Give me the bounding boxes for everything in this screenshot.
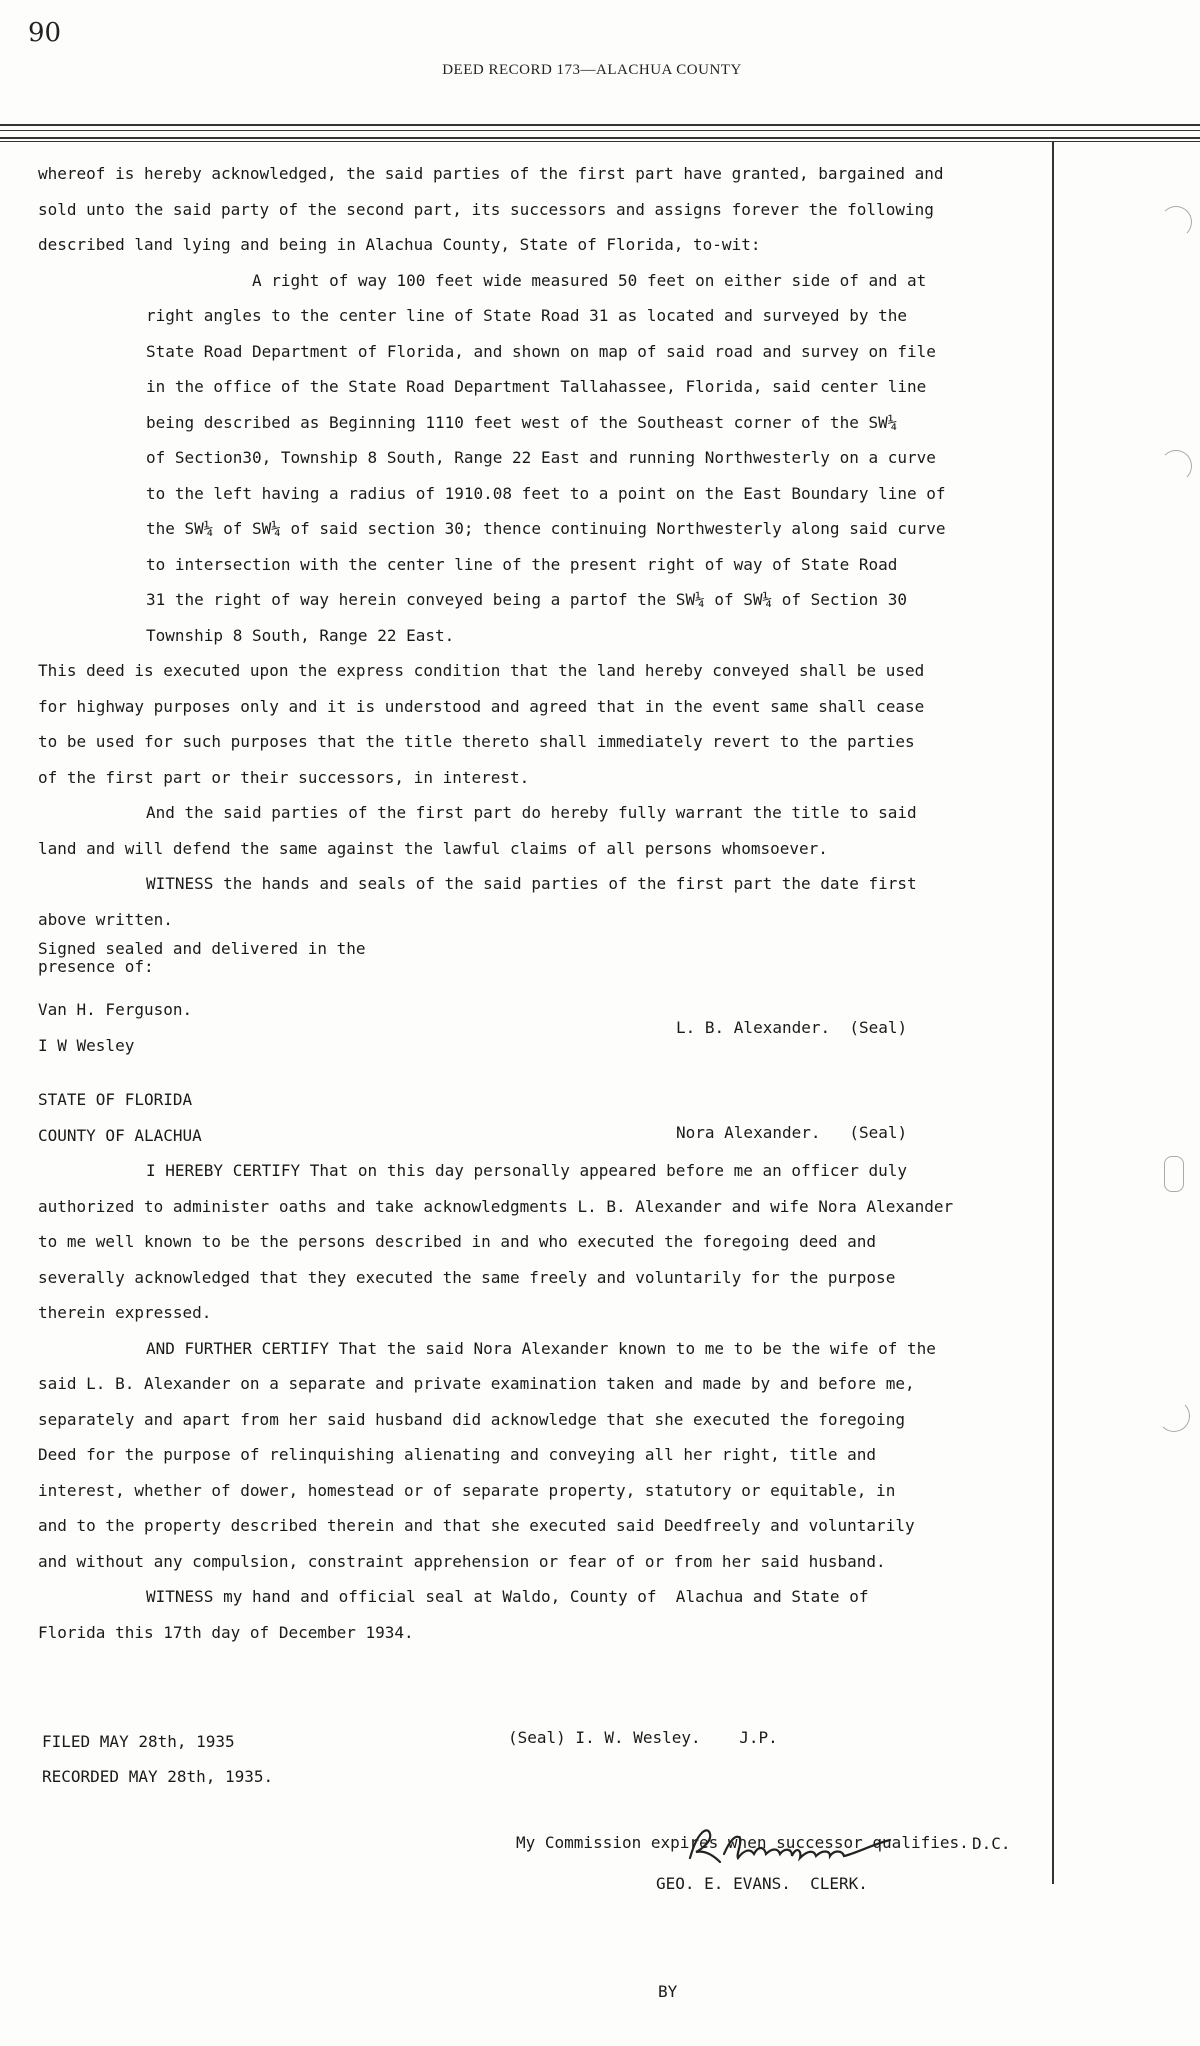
margin-mark <box>1158 1400 1190 1432</box>
deputy-clerk-title: D.C. <box>972 1834 1011 1853</box>
warranty-line: And the said parties of the first part do hereby fully warrant the title to said <box>146 803 917 822</box>
legal-description-line: to intersection with the center line of the present right of way of State Road <box>146 554 898 574</box>
certify-line: authorized to administer oaths and take acknowledgments L. B. Alexander and wife Nora Alexander <box>38 1196 954 1216</box>
further-certify-line: and without any compulsion, constraint apprehension or fear of or from her said husband. <box>38 1551 886 1571</box>
grantor-signature: L. B. Alexander. (Seal) <box>676 1018 908 1037</box>
certify-line: therein expressed. <box>38 1303 212 1322</box>
margin-mark <box>1160 206 1192 238</box>
legal-description-line: 31 the right of way herein conveyed being a partof the SW¼ of SW¼ of Section 30 <box>146 590 907 609</box>
legal-description-line: being described as Beginning 1110 feet west of the Southeast corner of the SW¼ <box>146 412 898 432</box>
legal-description-line: Township 8 South, Range 22 East. <box>146 625 455 645</box>
deed-body <box>38 156 1050 937</box>
notary-witness-line: Florida this 17th day of December 1934. <box>38 1622 414 1642</box>
header-rule-1 <box>0 124 1200 126</box>
header-rule-4 <box>0 141 1200 142</box>
legal-description-line: right angles to the center line of State Road 31 as located and surveyed by the <box>146 306 907 325</box>
notary-commission: My Commission expires when successor qualifies. <box>516 1833 969 1852</box>
notary-acknowledgment <box>38 1082 1050 1650</box>
legal-description-line: to the left having a radius of 1910.08 feet to a point on the East Boundary line of <box>146 483 946 503</box>
body-line: described land lying and being in Alachua County, State of Florida, to-wit: <box>38 235 761 254</box>
condition-line: for highway purposes only and it is understood and agreed that in the event same shall cease <box>38 696 925 716</box>
witness-line: above written. <box>38 909 173 929</box>
condition-line: This deed is executed upon the express condition that the land hereby conveyed shall be used <box>38 661 925 680</box>
clerk-name: GEO. E. EVANS. CLERK. <box>656 1874 868 1893</box>
witness-names <box>38 992 192 1064</box>
legal-description-line: State Road Department of Florida, and shown on map of said road and survey on file <box>146 341 936 361</box>
presence-label <box>38 940 366 976</box>
legal-description-line: of Section30, Township 8 South, Range 22 East and running Northwesterly on a curve <box>146 448 936 467</box>
grantor-signature: Nora Alexander. (Seal) <box>676 1123 908 1142</box>
further-certify-line: separately and apart from her said husband did acknowledge that she executed the foregoing <box>38 1409 905 1429</box>
page-number: 90 <box>28 18 62 48</box>
right-margin-line <box>1052 141 1054 1884</box>
witness-name: Van H. Ferguson. <box>38 1000 193 1019</box>
further-certify-line: and to the property described therein and that she executed said Deedfreely and voluntarily <box>38 1516 915 1535</box>
warranty-line: land and will defend the same against the lawful claims of all persons whomsoever. <box>38 838 828 858</box>
further-certify-line: AND FURTHER CERTIFY That the said Nora Alexander known to me to be the wife of the <box>146 1338 936 1358</box>
certify-line: I HEREBY CERTIFY That on this day personally appeared before me an officer duly <box>146 1161 907 1180</box>
legal-description-line: the SW¼ of SW¼ of said section 30; thence continuing Northwesterly along said curve <box>146 519 946 538</box>
further-certify-line: said L. B. Alexander on a separate and private examination taken and made by and before me, <box>38 1374 915 1393</box>
header-rule-3 <box>0 137 1200 139</box>
condition-line: of the first part or their successors, in interest. <box>38 767 530 787</box>
recorded-date: RECORDED MAY 28th, 1935. <box>42 1767 274 1786</box>
certify-line: severally acknowledged that they executed the same freely and voluntarily for the purpose <box>38 1267 896 1287</box>
notary-signature: (Seal) I. W. Wesley. J.P. <box>508 1728 778 1747</box>
clerk-by: BY <box>658 1982 678 2001</box>
notary-state: STATE OF FLORIDA <box>38 1090 193 1109</box>
handwritten-signature <box>684 1820 904 1870</box>
body-line: sold unto the said party of the second part, its successors and assigns forever the following <box>38 199 934 219</box>
margin-mark <box>1164 1156 1184 1192</box>
presence-line: Signed sealed and delivered in the <box>38 939 366 958</box>
page-header-title: DEED RECORD 173—ALACHUA COUNTY <box>442 62 742 78</box>
legal-description-line: A right of way 100 feet wide measured 50 feet on either side of and at <box>252 270 927 290</box>
filing-block <box>42 1724 273 1794</box>
presence-line: presence of: <box>38 957 154 976</box>
header-rule-2 <box>0 130 1200 131</box>
body-line: whereof is hereby acknowledged, the said parties of the first part have granted, bargained and <box>38 164 944 183</box>
further-certify-line: Deed for the purpose of relinquishing alienating and conveying all her right, title and <box>38 1445 877 1464</box>
margin-mark <box>1160 450 1192 482</box>
filed-date: FILED MAY 28th, 1935 <box>42 1732 235 1751</box>
condition-line: to be used for such purposes that the title thereto shall immediately revert to the parties <box>38 732 915 751</box>
witness-line: WITNESS the hands and seals of the said parties of the first part the date first <box>146 874 917 893</box>
certify-line: to me well known to be the persons described in and who executed the foregoing deed and <box>38 1232 877 1251</box>
legal-description-line: in the office of the State Road Department Tallahassee, Florida, said center line <box>146 377 927 396</box>
further-certify-line: interest, whether of dower, homestead or of separate property, statutory or equitable, in <box>38 1480 896 1500</box>
notary-witness-line: WITNESS my hand and official seal at Waldo, County of Alachua and State of <box>146 1587 869 1606</box>
witness-name: I W Wesley <box>38 1036 135 1055</box>
notary-county: COUNTY OF ALACHUA <box>38 1125 202 1145</box>
